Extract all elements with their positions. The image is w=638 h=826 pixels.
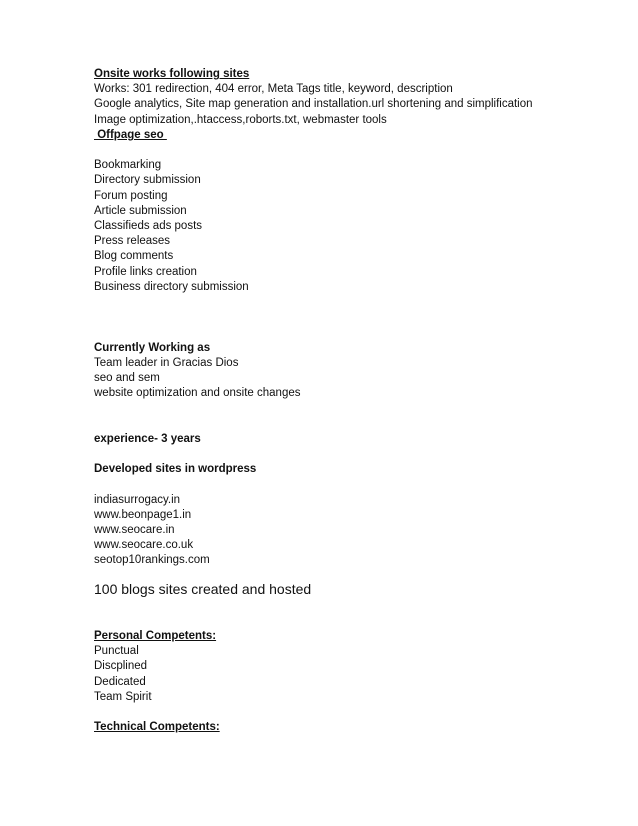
wordpress-site: www.seocare.in — [94, 524, 175, 537]
wordpress-site: www.seocare.co.uk — [94, 539, 194, 552]
offpage-item: Profile links creation — [94, 265, 197, 278]
personal-item: Dedicated — [94, 675, 146, 688]
wordpress-site: seotop10rankings.com — [94, 554, 210, 567]
offpage-item: Press releases — [94, 235, 171, 248]
personal-item: Team Spirit — [94, 690, 152, 703]
document-page — [94, 67, 614, 735]
offpage-item: Bookmarking — [94, 159, 162, 172]
spacer — [94, 477, 614, 492]
spacer — [94, 599, 614, 629]
offpage-heading: Offpage seo — [94, 128, 167, 141]
onsite-heading: Onsite works following sites — [94, 68, 250, 80]
current-line: seo and sem — [94, 372, 160, 385]
current-heading: Currently Working as — [94, 341, 211, 354]
spacer — [94, 401, 614, 431]
spacer — [94, 705, 614, 720]
spacer — [94, 447, 614, 462]
technical-heading: Technical Competents: — [94, 721, 220, 734]
wordpress-site: indiasurrogacy.in — [94, 493, 181, 506]
offpage-item: Directory submission — [94, 174, 201, 187]
current-line: Team leader in Gracias Dios — [94, 356, 239, 369]
wordpress-heading: Developed sites in wordpress — [94, 463, 257, 476]
onsite-line: Image optimization,.htaccess,roborts.txt, webmaster tools — [94, 113, 387, 126]
offpage-item: Business directory submission — [94, 280, 249, 293]
spacer — [94, 569, 614, 578]
personal-item: Discplined — [94, 660, 148, 673]
current-line: website optimization and onsite changes — [94, 387, 301, 400]
spacer — [94, 295, 614, 341]
offpage-item: Article submission — [94, 204, 187, 217]
onsite-line: Google analytics, Site map generation and installation.url shortening and simplification — [94, 98, 533, 111]
offpage-item: Blog comments — [94, 250, 174, 263]
personal-heading: Personal Competents: — [94, 630, 217, 643]
onsite-line: Works: 301 redirection, 404 error, Meta Tags title, keyword, description — [94, 83, 453, 96]
experience-text: experience- 3 years — [94, 432, 201, 445]
personal-item: Punctual — [94, 645, 139, 658]
wordpress-site: www.beonpage1.in — [94, 508, 192, 521]
spacer — [94, 143, 614, 158]
offpage-item: Classifieds ads posts — [94, 220, 203, 233]
blogs-note: 100 blogs sites created and hosted — [94, 580, 312, 597]
offpage-item: Forum posting — [94, 189, 168, 202]
